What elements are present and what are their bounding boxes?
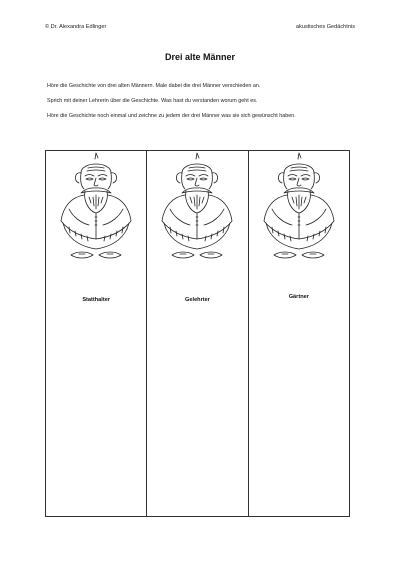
column-gelehrter[interactable] bbox=[147, 151, 248, 516]
copyright-text: © Dr. Alexandra Edlinger bbox=[45, 24, 107, 30]
instruction-1: Höre die Geschichte von drei alten Männern. Male dabei die drei Männer verschieden an. bbox=[47, 83, 261, 89]
label-gaertner: Gärtner bbox=[288, 294, 309, 300]
page-title: Drei alte Männer bbox=[164, 52, 236, 62]
instruction-2: Sprich mit deiner Lehrerin über die Geschichte. Was hast du verstanden worum geht es. bbox=[47, 98, 258, 104]
page-header bbox=[45, 24, 355, 30]
drawing-table bbox=[45, 150, 350, 517]
topic-text: akustisches Gedächtnis bbox=[295, 24, 355, 30]
label-statthalter: Statthalter bbox=[82, 297, 110, 303]
label-gelehrter: Gelehrter bbox=[185, 297, 210, 303]
old-man-drawing-icon bbox=[254, 151, 344, 276]
old-man-drawing-icon bbox=[152, 151, 242, 276]
instruction-3: Höre die Geschichte noch einmal und zeichne zu jedem der drei Männer was sie sich gewünscht haben. bbox=[47, 113, 296, 119]
old-man-drawing-icon bbox=[51, 151, 141, 276]
column-statthalter[interactable] bbox=[46, 151, 147, 516]
column-gaertner[interactable] bbox=[249, 151, 349, 516]
